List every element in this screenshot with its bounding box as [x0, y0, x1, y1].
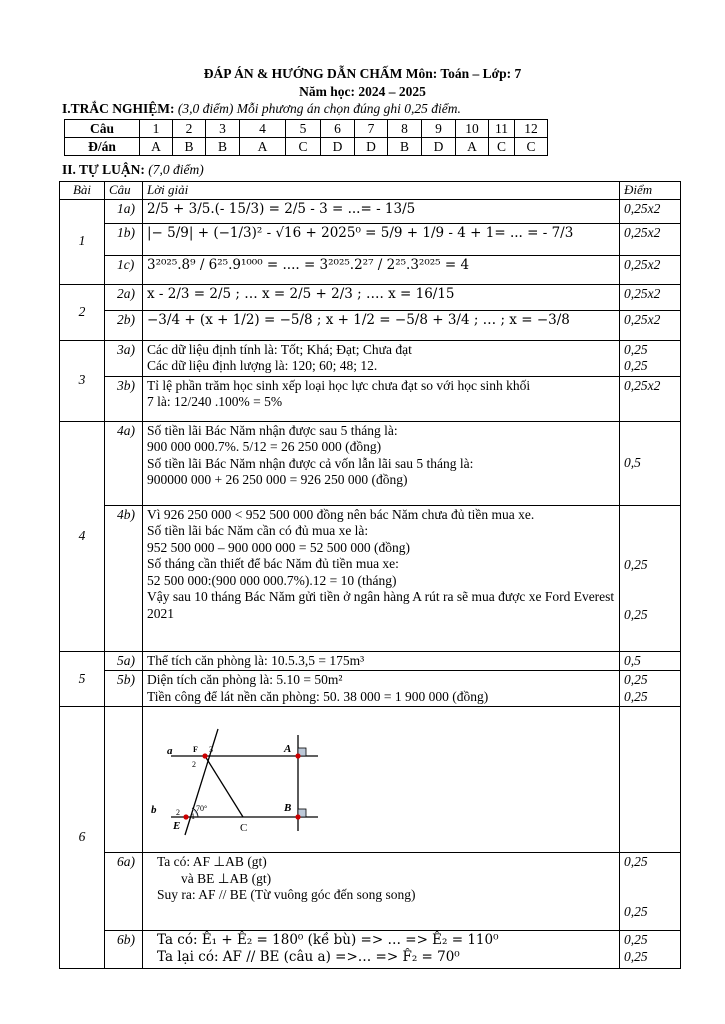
- mc-question-row: [65, 120, 548, 138]
- segment-fc: [205, 756, 243, 817]
- mc-q: 3: [206, 120, 240, 138]
- geometry-figure: [143, 707, 343, 847]
- mc-q: 11: [489, 120, 515, 138]
- cau-label: 2a): [105, 284, 143, 310]
- points-line: 0,25: [624, 556, 648, 572]
- solution-line: Suy ra: AF // BE (Từ vuông góc đến song song): [157, 887, 416, 902]
- mc-answer-row: [65, 138, 548, 156]
- mc-q: 8: [388, 120, 422, 138]
- points-line: 0,25: [624, 948, 648, 964]
- cau-label: 1c): [105, 255, 143, 284]
- table-row: [60, 376, 681, 421]
- solution-line: Các dữ liệu định tính là: Tốt; Khá; Đạt; Chưa đạt: [147, 341, 412, 357]
- mc-q: 10: [456, 120, 489, 138]
- mc-a: B: [388, 138, 422, 156]
- solution-line: Số tiền lãi bác Năm cần có đủ mua xe là:: [147, 523, 369, 538]
- table-row: [60, 199, 681, 223]
- solution-line: Số tháng cần thiết để bác Năm đủ tiền mua xe:: [147, 556, 399, 571]
- part2-note: (7,0 điểm): [148, 162, 204, 177]
- label-C: C: [240, 822, 248, 834]
- point-e: [183, 814, 188, 819]
- solution-text: 2/5 + 3/5.(- 15/3) = 2/5 - 3 = ...= - 13/5: [143, 199, 620, 223]
- points-value: 0,25x2: [620, 376, 681, 421]
- mc-a: C: [515, 138, 548, 156]
- points-value: [620, 853, 681, 931]
- solution-line: và BE ⊥AB (gt): [181, 870, 272, 886]
- solution-text: [143, 853, 620, 931]
- solution-text: [143, 376, 620, 421]
- mc-q: 9: [422, 120, 456, 138]
- mc-label-question: Câu: [65, 120, 140, 138]
- mc-q: 7: [355, 120, 388, 138]
- cau-label: 4b): [105, 505, 143, 651]
- solution-line: Ta có: AF ⊥AB (gt): [157, 854, 267, 869]
- doc-title: ĐÁP ÁN & HƯỚNG DẪN CHẤM Môn: Toán – Lớp: 7: [203, 66, 522, 81]
- solution-text: [143, 421, 620, 505]
- cau-label: 5a): [105, 651, 143, 671]
- label-F: F: [193, 745, 198, 754]
- points-line: 0,25: [624, 341, 648, 357]
- cau-label: 5b): [105, 671, 143, 707]
- solution-line: 52 500 000:(900 000 000.7%).12 = 10 (tháng): [147, 572, 397, 588]
- bai-number: 5: [60, 651, 105, 707]
- solution-text: −3/4 + (x + 1/2) = −5/8 ; x + 1/2 = −5/8 + 3/4 ; … ; x = −3/8: [143, 310, 620, 340]
- mc-q: 12: [515, 120, 548, 138]
- points-value: 0,25x2: [620, 255, 681, 284]
- cau-label: 6a): [105, 853, 143, 931]
- point-a: [295, 753, 300, 758]
- table-row: [60, 505, 681, 651]
- solution-line: Số tiền lãi Bác Năm nhận được cả vốn lẫn lãi sau 5 tháng là:: [147, 455, 474, 471]
- part1-note: (3,0 điểm) Mỗi phương án chọn đúng ghi 0,25 điểm.: [177, 101, 461, 116]
- table-row: [60, 310, 681, 340]
- table-row: [60, 671, 681, 707]
- angle-70: 70°: [196, 804, 208, 813]
- mc-q: 4: [240, 120, 286, 138]
- solution-line: Diện tích căn phòng là: 5.10 = 50m²: [147, 672, 343, 687]
- solution-line: Số tiền lãi Bác Năm nhận được sau 5 tháng là:: [147, 422, 398, 438]
- points-value: [620, 931, 681, 969]
- cau-label: 1b): [105, 223, 143, 255]
- mc-a: A: [140, 138, 173, 156]
- mc-q: 1: [140, 120, 173, 138]
- mc-a: C: [489, 138, 515, 156]
- mc-q: 5: [286, 120, 321, 138]
- solution-text: Thể tích căn phòng là: 10.5.3,5 = 175m³: [143, 651, 620, 671]
- points-value: [620, 505, 681, 651]
- cau-label: 3a): [105, 340, 143, 376]
- solution-line: 952 500 000 – 900 000 000 = 52 500 000 (đồng): [147, 539, 410, 555]
- points-line: 0,25: [624, 688, 648, 704]
- points-line: 0,25: [624, 854, 648, 869]
- points-line: 0,25: [624, 932, 648, 947]
- points-line: 0,25: [624, 672, 648, 687]
- bai-number: 2: [60, 284, 105, 340]
- table-row: [60, 255, 681, 284]
- bai-number: 1: [60, 199, 105, 284]
- part2-title: II. TỰ LUẬN:: [62, 162, 145, 177]
- essay-answer-table: [59, 181, 681, 969]
- solution-line: Ta lại có: AF // BE (câu a) =>… => F̂₂ = 70⁰: [157, 948, 460, 965]
- solution-line: 7 là: 12/240 .100% = 5%: [147, 394, 283, 409]
- solution-text: [143, 931, 620, 969]
- points-line: 0,25: [624, 903, 648, 919]
- solution-text: [143, 505, 620, 651]
- angle-number-2b: 2: [176, 808, 180, 817]
- table-header: [60, 182, 681, 200]
- bai-number: 3: [60, 340, 105, 421]
- point-f: [202, 753, 207, 758]
- mc-a: D: [355, 138, 388, 156]
- angle-number-3: 3: [209, 745, 213, 754]
- solution-line: Ta có: Ê₁ + Ê₂ = 180⁰ (kề bù) => … => Ê₂ = 110⁰: [157, 932, 499, 948]
- points-value: 0,25x2: [620, 199, 681, 223]
- header-loigiai: Lời giải: [143, 182, 620, 200]
- empty-cell: [620, 707, 681, 853]
- table-row: [60, 853, 681, 931]
- label-A: A: [284, 743, 292, 755]
- cau-label: 1a): [105, 199, 143, 223]
- solution-line: 900 000 000.7%. 5/12 = 26 250 000 (đồng): [147, 439, 382, 454]
- table-row: [60, 340, 681, 376]
- label-B: B: [284, 802, 292, 814]
- solution-line: Vì 926 250 000 < 952 500 000 đồng nên bác Năm chưa đủ tiền mua xe.: [147, 506, 535, 522]
- angle-number-2: 2: [192, 760, 196, 769]
- solution-text: [143, 671, 620, 707]
- multiple-choice-table: [64, 119, 548, 156]
- points-line: 0,25: [624, 358, 648, 373]
- school-year: Năm học: 2024 – 2025: [299, 84, 426, 99]
- solution-line: Tiền công để lát nền căn phòng: 50. 38 000 = 1 900 000 (đồng): [147, 688, 489, 704]
- points-value: [620, 340, 681, 376]
- label-a: a: [167, 745, 173, 757]
- mc-a: A: [456, 138, 489, 156]
- points-value: 0,25x2: [620, 223, 681, 255]
- cau-label: 3b): [105, 376, 143, 421]
- table-row: [60, 421, 681, 505]
- mc-a: D: [321, 138, 355, 156]
- part1-title: I.TRẮC NGHIỆM:: [62, 101, 175, 116]
- cau-label: 4a): [105, 421, 143, 505]
- solution-line: Các dữ liệu định lượng là: 120; 60; 48; 12.: [147, 358, 378, 373]
- part1-heading: [62, 101, 461, 117]
- table-row: [60, 707, 681, 853]
- solution-line: 900000 000 + 26 250 000 = 926 250 000 (đồng): [147, 472, 408, 487]
- mc-a: B: [206, 138, 240, 156]
- mc-a: B: [173, 138, 206, 156]
- solution-line: Tỉ lệ phần trăm học sinh xếp loại học lực chưa đạt so với học sinh khối: [147, 377, 531, 393]
- bai-number: 6: [60, 707, 105, 969]
- header-cau: Câu: [105, 182, 143, 200]
- solution-line: Vậy sau 10 tháng Bác Năm gửi tiền ở ngân hàng A rút ra sẽ mua được xe Ford Everest 2021: [147, 589, 615, 621]
- empty-cell: [105, 707, 143, 853]
- table-row: [60, 651, 681, 671]
- part2-heading: [62, 162, 204, 178]
- points-value: 0,25x2: [620, 284, 681, 310]
- solution-text: 3²⁰²⁵.8⁹ / 6²⁵.9¹⁰⁰⁰ = .... = 3²⁰²⁵.2²⁷ / 2²⁵.3²⁰²⁵ = 4: [143, 255, 620, 284]
- mc-q: 2: [173, 120, 206, 138]
- mc-a: A: [240, 138, 286, 156]
- table-row: [60, 931, 681, 969]
- mc-q: 6: [321, 120, 355, 138]
- table-row: [60, 284, 681, 310]
- table-row: [60, 223, 681, 255]
- bai-number: 4: [60, 421, 105, 651]
- header-diem: Điểm: [620, 182, 681, 200]
- solution-text: [143, 340, 620, 376]
- points-value: 0,5: [620, 421, 681, 505]
- mc-a: D: [422, 138, 456, 156]
- points-line: 0,25: [624, 607, 648, 622]
- solution-text: x - 2/3 = 2/5 ; … x = 2/5 + 2/3 ; …. x = 16/15: [143, 284, 620, 310]
- header-bai: Bài: [60, 182, 105, 200]
- cau-label: 2b): [105, 310, 143, 340]
- solution-text: |− 5/9| + (−1/3)² - √16 + 2025⁰ = 5/9 + 1/9 - 4 + 1= ... = - 7/3: [143, 223, 620, 255]
- label-E: E: [173, 820, 181, 832]
- label-b: b: [151, 804, 157, 816]
- angle-number-1: 1: [191, 812, 195, 821]
- mc-a: C: [286, 138, 321, 156]
- point-b: [295, 814, 300, 819]
- points-value: 0,5: [620, 651, 681, 671]
- mc-label-answer: Đ/án: [65, 138, 140, 156]
- points-value: [620, 671, 681, 707]
- figure-cell: [143, 707, 620, 853]
- points-value: 0,25x2: [620, 310, 681, 340]
- line-ef: [185, 729, 218, 835]
- cau-label: 6b): [105, 931, 143, 969]
